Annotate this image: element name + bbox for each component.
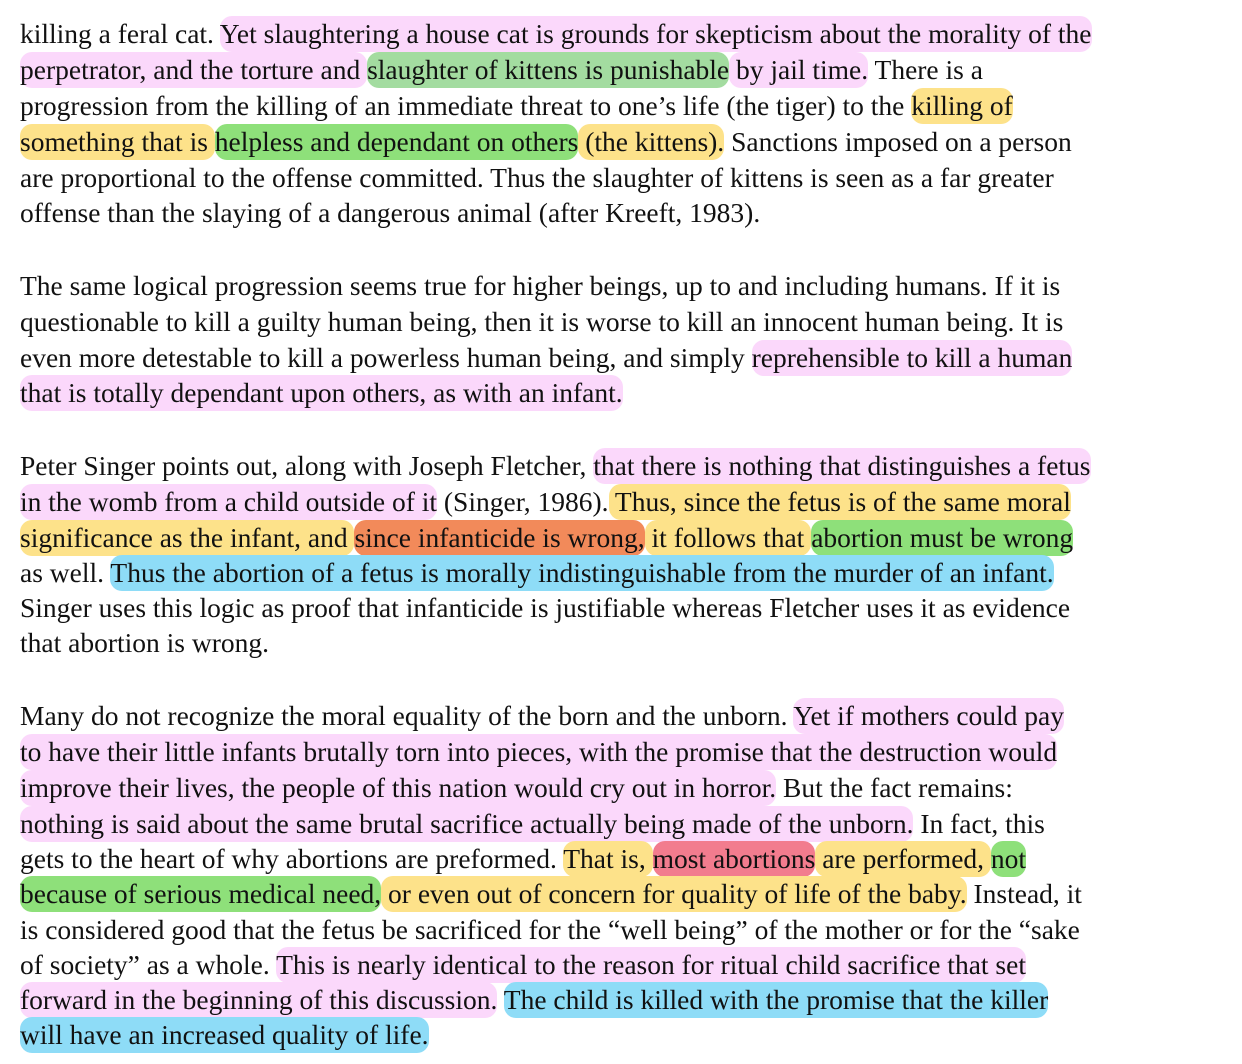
text-line (20, 912, 1080, 948)
highlight-green: not (991, 841, 1026, 877)
text-line (20, 625, 269, 661)
highlight-blue: The child is killed with the promise that the killer (504, 982, 1049, 1018)
text-line (20, 1017, 429, 1053)
text-line (20, 16, 1092, 52)
highlight-pink: perpetrator, and the torture and (20, 52, 367, 88)
plain-text: even more detestable to kill a powerless human being, and simply (20, 342, 752, 373)
text-line (20, 520, 1073, 556)
highlight-sage: slaughter of kittens is punishable (367, 52, 729, 88)
highlight-yellow: Thus, since the fetus is of the same moral (609, 484, 1071, 520)
text-line (20, 806, 1045, 842)
highlight-green: abortion must be wrong (811, 520, 1073, 556)
text-line (20, 88, 1013, 124)
text-line (20, 375, 623, 411)
text-line (20, 590, 1070, 626)
text-line (20, 947, 1026, 983)
text-line (20, 982, 1048, 1018)
text-line (20, 484, 1071, 520)
plain-text: Many do not recognize the moral equality of the born and the unborn. (20, 700, 794, 731)
highlight-yellow: (the kittens). (578, 124, 724, 160)
highlight-yellow: something that is (20, 124, 215, 160)
plain-text (497, 984, 503, 1015)
plain-text: killing a feral cat. (20, 18, 220, 49)
text-line (20, 124, 1072, 160)
text-line (20, 841, 1026, 877)
plain-text: that abortion is wrong. (20, 627, 269, 658)
plain-text: Singer uses this logic as proof that infanticide is justifiable whereas Fletcher uses it as evidence (20, 592, 1071, 623)
text-line (20, 195, 760, 231)
text-line (20, 268, 1060, 304)
plain-text: Peter Singer points out, along with Joseph Fletcher, (20, 450, 594, 481)
highlight-pink: nothing is said about the same brutal sacrifice actually being made of the unborn. (20, 806, 913, 842)
highlight-pink: forward in the beginning of this discussion. (20, 982, 497, 1018)
plain-text: There is a (868, 54, 983, 85)
text-line (20, 698, 1064, 734)
plain-text: progression from the killing of an immediate threat to one’s life (the tiger) to the (20, 90, 912, 121)
highlight-pink: This is nearly identical to the reason for ritual child sacrifice that set (276, 947, 1026, 983)
highlight-pink: to have their little infants brutally torn into pieces, with the promise that the destruction would (20, 734, 1057, 770)
highlight-pink: improve their lives, the people of this nation would cry out in horror. (20, 770, 776, 806)
text-line (20, 52, 983, 88)
plain-text: But the fact remains: (776, 772, 1013, 803)
highlight-yellow: it follows that (645, 520, 812, 556)
text-line (20, 448, 1091, 484)
text-line (20, 160, 1054, 196)
text-line (20, 876, 1082, 912)
highlight-pink: that is totally dependant upon others, as with an infant. (20, 375, 623, 411)
plain-text: In fact, this (913, 808, 1045, 839)
highlight-red: most abortions (653, 841, 816, 877)
plain-text: (Singer, 1986). (437, 486, 609, 517)
highlight-green: helpless and dependant on others (215, 124, 579, 160)
highlight-yellow: That is, (563, 841, 652, 877)
highlight-pink: that there is nothing that distinguishes a fetus (593, 448, 1090, 484)
highlight-green: because of serious medical need, (20, 876, 381, 912)
highlight-pink: Yet if mothers could pay (793, 698, 1064, 734)
highlight-pink: Yet slaughtering a house cat is grounds for skepticism about the morality of the (220, 16, 1092, 52)
highlight-blue: will have an increased quality of life. (20, 1017, 429, 1053)
text-line (20, 304, 1063, 340)
plain-text: The same logical progression seems true for higher beings, up to and including humans. If it is (20, 270, 1061, 301)
text-line (20, 770, 1013, 806)
highlight-yellow: significance as the infant, and (20, 520, 354, 556)
highlight-yellow: or even out of concern for quality of life of the baby. (381, 876, 966, 912)
highlight-yellow: killing of (911, 88, 1013, 124)
text-line (20, 734, 1057, 770)
plain-text: is considered good that the fetus be sacrificed for the “well being” of the mother or for the “sake (20, 914, 1080, 945)
plain-text: as well. (20, 557, 111, 588)
plain-text: Sanctions imposed on a person (724, 126, 1072, 157)
plain-text: questionable to kill a guilty human being, then it is worse to kill an innocent human being. It is (20, 306, 1064, 337)
text-line (20, 555, 1054, 591)
highlight-yellow: are performed, (815, 841, 991, 877)
plain-text: of society” as a whole. (20, 949, 277, 980)
highlight-blue: Thus the abortion of a fetus is morally indistinguishable from the murder of an infant. (110, 555, 1053, 591)
text-line (20, 340, 1072, 376)
highlight-pink: reprehensible to kill a human (752, 340, 1073, 376)
highlight-pink: by jail time. (729, 52, 868, 88)
plain-text: offense than the slaying of a dangerous animal (after Kreeft, 1983). (20, 197, 761, 228)
plain-text: Instead, it (966, 878, 1082, 909)
highlight-orange: since infanticide is wrong, (354, 520, 644, 556)
plain-text: are proportional to the offense committed. Thus the slaughter of kittens is seen as a far greater (20, 162, 1054, 193)
highlight-pink: in the womb from a child outside of it (20, 484, 437, 520)
plain-text: gets to the heart of why abortions are preformed. (20, 843, 564, 874)
